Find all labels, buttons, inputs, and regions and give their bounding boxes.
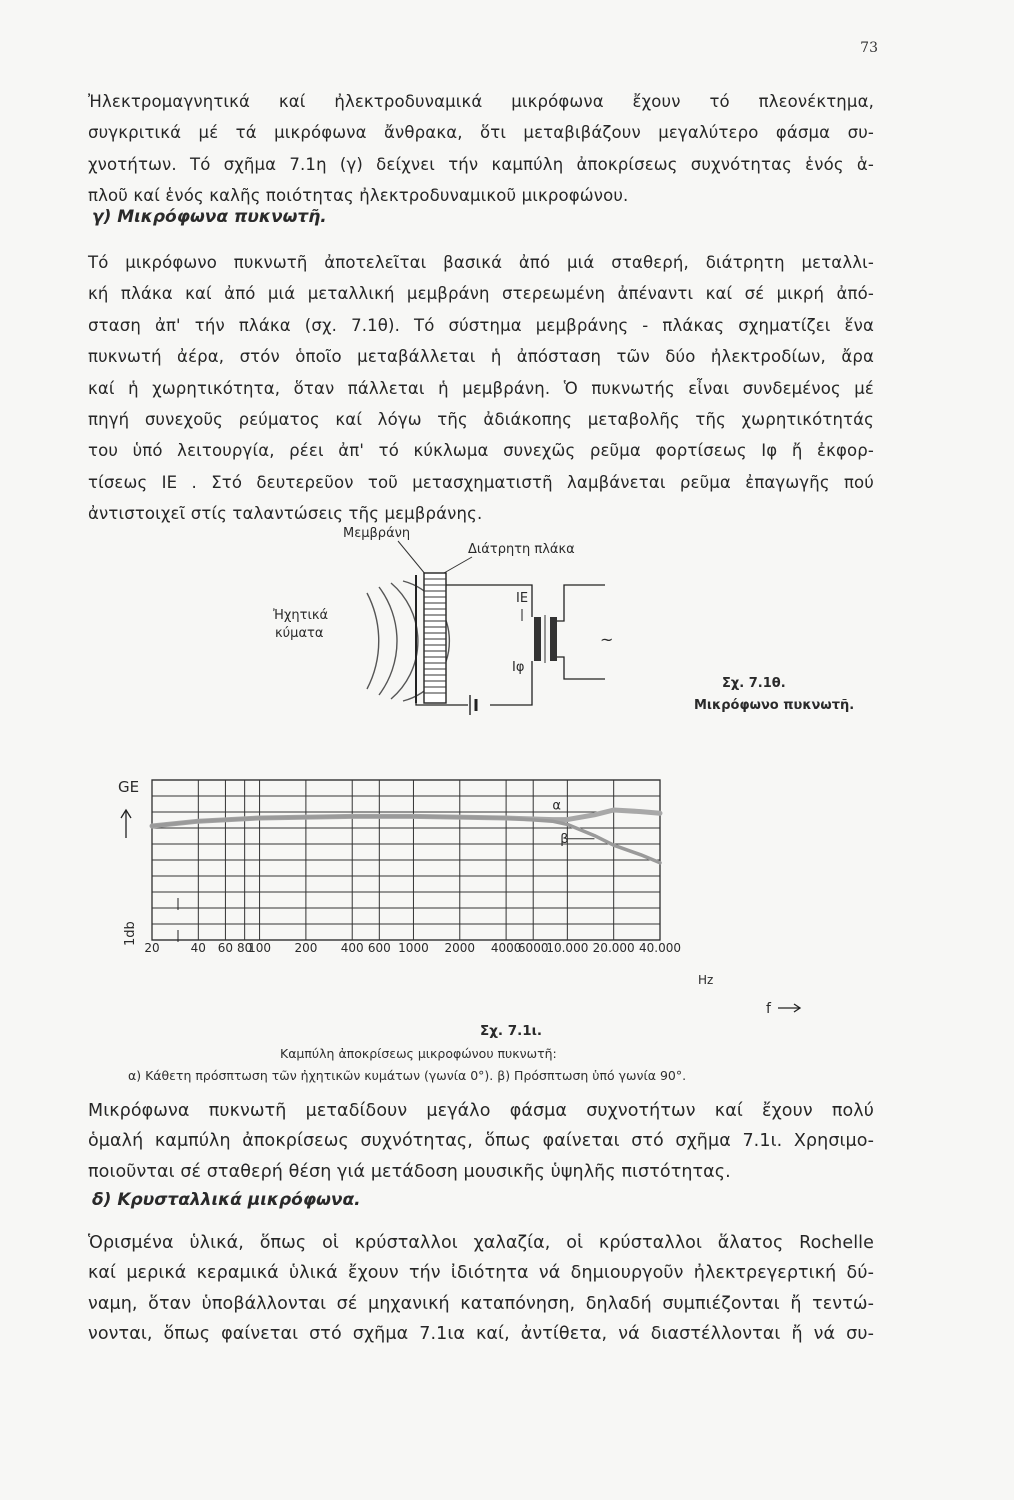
series-label-beta: β — [560, 831, 569, 847]
battery — [470, 695, 476, 715]
x-unit-label: Hz — [698, 973, 714, 987]
sound-waves-label: κύματα — [275, 626, 324, 641]
text-line: τίσεως ΙΕ . Στό δευτερεῦον τοῦ μετασχηματιστῆ λαμβάνεται ρεῦμα ἐπαγωγῆς πού — [88, 472, 874, 492]
x-tick-label: 4000 — [490, 941, 522, 955]
intro-paragraph — [88, 86, 874, 212]
page-number: 73 — [860, 40, 878, 56]
transformer — [534, 585, 605, 679]
perforated-plate — [424, 573, 446, 703]
y-scale-label: 1db — [123, 921, 138, 946]
x-tick-label: 40 — [190, 941, 206, 955]
plate-pointer — [444, 557, 472, 573]
series-line-beta — [152, 816, 660, 862]
x-tick-label: 600 — [367, 941, 391, 955]
y-axis-label: GE — [118, 778, 140, 796]
membrane-pointer — [398, 541, 426, 575]
text-line: ναμη, ὅταν ὑποβάλλονται σέ μηχανική καταπόνηση, δηλαδή συμπιέζονται ἤ τεντώ- — [88, 1293, 874, 1314]
x-tick-label: 200 — [294, 941, 318, 955]
sound-waves-label: Ἠχητικά — [273, 608, 329, 623]
text-line: νονται, ὅπως φαίνεται στό σχῆμα 7.1ια καί, ἀντίθετα, νά διαστέλλονται ἤ νά συ- — [88, 1324, 874, 1345]
chart-series — [152, 810, 660, 863]
section-heading-crystal: δ) Κρυσταλλικά μικρόφωνα. — [92, 1190, 361, 1210]
text-line: πλοῦ καί ἑνός καλῆς ποιότητας ἠλεκτροδυναμικοῦ μικροφώνου. — [88, 186, 629, 206]
text-line: πυκνωτή ἀέρα, στόν ὁποῖο μεταβάλλεται ἡ ἀπόσταση τῶν δύο ἠλεκτροδίων, ἄρα — [88, 347, 874, 367]
chart-grid — [152, 780, 660, 940]
figure-caption-title: Καμπύλη ἀποκρίσεως μικροφώνου πυκνωτῆ: — [280, 1046, 557, 1061]
x-axis-arrow — [778, 1004, 800, 1012]
chart-tick-labels — [144, 941, 681, 955]
x-tick-label: 6000 — [517, 941, 549, 955]
text-line: κή πλάκα καί ἀπό μιά μεταλλική μεμβράνη στερεωμένη ἀπέναντι καί σέ μικρή ἀπό- — [88, 284, 874, 304]
x-tick-label: 80 — [237, 941, 253, 955]
figure-caption-title: Μικρόφωνο πυκνωτῆ. — [694, 698, 855, 713]
y-axis-arrow — [121, 810, 131, 838]
text-line: συγκριτικά μέ τά μικρόφωνα ἄνθρακα, ὅτι μεταβιβάζουν μεγαλύτερο φάσμα συ- — [88, 123, 874, 143]
charge-current-label: ΙΕ — [516, 591, 529, 606]
text-line: καί μερικά κεραμικά ὑλικά ἔχουν τήν ἰδιότητα νά δημιουργοῦν ἠλεκτρεγερτική δύ- — [88, 1263, 874, 1284]
text-line: σταση ἀπ' τήν πλάκα (σχ. 7.1θ). Τό σύστημα μεμβράνης - πλάκας σχηματίζει ἕνα — [88, 315, 874, 335]
text-line: Ὁρισμένα ὑλικά, ὅπως οἱ κρύσταλλοι χαλαζία, οἱ κρύσταλλοι ἅλατος Rochelle — [88, 1233, 874, 1253]
text-line: ἀντιστοιχεῖ στίς ταλαντώσεις τῆς μεμβράνης. — [88, 504, 483, 524]
x-tick-label: 2000 — [444, 941, 476, 955]
summary-paragraph — [88, 1096, 874, 1187]
figure-caption-number: Σχ. 7.1θ. — [722, 676, 786, 691]
x-tick-label: 400 — [340, 941, 364, 955]
x-tick-label: 60 — [217, 941, 234, 955]
figure-caption-number: Σχ. 7.1ι. — [480, 1023, 543, 1039]
crystal-paragraph — [88, 1228, 874, 1350]
x-tick-label: 100 — [248, 941, 272, 955]
perforated-plate-label: Διάτρητη πλάκα — [468, 542, 575, 557]
x-tick-label: 1000 — [398, 941, 429, 955]
text-line: του ὑπό λειτουργία, ρέει ἀπ' τό κύκλωμα συνεχῶς ρεῦμα φορτίσεως Ιφ ἤ ἐκφορ- — [88, 441, 874, 461]
x-tick-label: 20 — [144, 941, 160, 955]
x-tick-label: 40.000 — [639, 941, 681, 955]
x-axis-label: f — [766, 1001, 771, 1017]
text-line: καί ἡ χωρητικότητα, ὅταν πάλλεται ἡ μεμβράνη. Ὁ πυκνωτής εἶναι συνδεμένος μέ — [88, 378, 874, 398]
discharge-current-label: Ιφ — [512, 660, 525, 675]
membrane-label: Μεμβράνη — [343, 526, 411, 541]
x-tick-label: 20.000 — [592, 941, 635, 955]
series-label-alpha: α — [552, 798, 562, 814]
figure-caption-description: α) Κάθετη πρόσπτωση τῶν ἠχητικῶν κυμάτων (γωνία 0°). β) Πρόσπτωση ὑπό γωνία 90°. — [128, 1068, 687, 1083]
frequency-response-chart — [100, 770, 830, 1025]
text-line: Μικρόφωνα πυκνωτῆ μεταδίδουν μεγάλο φάσμα συχνοτήτων καί ἔχουν πολύ — [88, 1101, 874, 1121]
text-line: Ἠλεκτρομαγνητικά καί ἠλεκτροδυναμικά μικρόφωνα ἔχουν τό πλεονέκτημα, — [88, 92, 874, 111]
text-line: Τό μικρόφωνο πυκνωτῆ ἀποτελεῖται βασικά ἀπό μιά σταθερή, διάτρητη μεταλλι- — [88, 253, 874, 272]
text-line: χνοτήτων. Τό σχῆμα 7.1η (γ) δείχνει τήν καμπύλη ἀποκρίσεως συχνότητας ἑνός ἁ- — [88, 154, 874, 174]
text-line: ὁμαλή καμπύλη ἀποκρίσεως συχνότητας, ὅπως φαίνεται στό σχῆμα 7.1ι. Χρησιμο- — [88, 1131, 874, 1152]
text-line: πηγή συνεχοῦς ρεύματος καί λόγω τῆς ἀδιάκοπης μεταβολῆς τῆς χωρητικότητάς — [88, 410, 874, 430]
x-tick-label: 10.000 — [546, 941, 589, 955]
text-line: ποιοῦνται σέ σταθερή θέση γιά μετάδοση μουσικῆς ὑψηλῆς πιστότητας. — [88, 1161, 731, 1182]
ac-symbol: ~ — [600, 630, 614, 649]
section-heading-condenser: γ) Μικρόφωνα πυκνωτῆ. — [92, 207, 327, 227]
condenser-paragraph — [88, 247, 874, 530]
